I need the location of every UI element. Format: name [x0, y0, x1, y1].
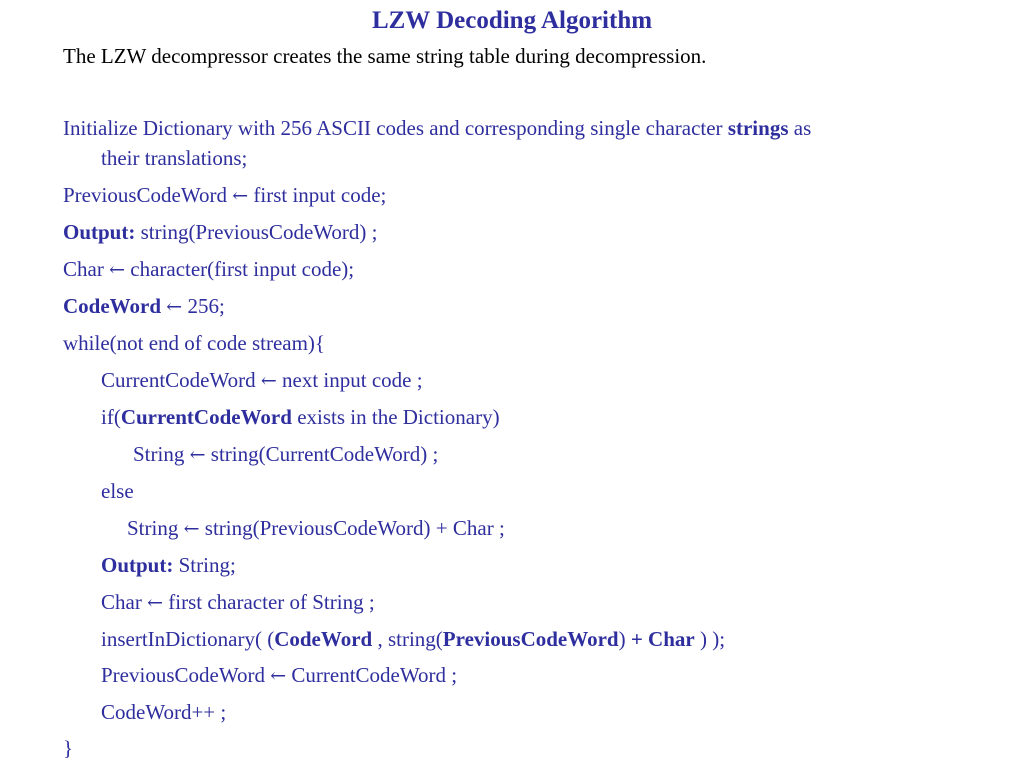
text-segment-bold: CodeWord [274, 627, 373, 651]
text-segment: String [127, 516, 184, 540]
text-segment: Char [101, 590, 148, 614]
text-segment: PreviousCodeWord [63, 183, 233, 207]
pseudocode-line-string-current [133, 441, 438, 468]
text-segment: if( [101, 405, 121, 429]
text-segment: first character of String ; [163, 590, 375, 614]
text-segment: while(not end of code stream){ [63, 331, 325, 355]
text-segment-bold: PreviousCodeWord [442, 627, 619, 651]
text-segment: character(first input code); [125, 257, 355, 281]
pseudocode-line-codeword [63, 293, 225, 320]
text-segment: String [133, 442, 190, 466]
text-segment-bold: Output: [101, 553, 174, 577]
text-segment: exists in the Dictionary) [291, 405, 500, 429]
left-arrow-icon: ← [232, 185, 249, 207]
text-segment: string(PreviousCodeWord) + Char ; [199, 516, 505, 540]
text-segment: CurrentCodeWord [101, 368, 261, 392]
left-arrow-icon: ← [270, 665, 287, 687]
text-segment: first input code; [248, 183, 387, 207]
text-segment: CodeWord++ ; [101, 700, 227, 724]
left-arrow-icon: ← [183, 518, 200, 540]
text-segment: Char [63, 257, 110, 281]
left-arrow-icon: ← [109, 259, 125, 281]
pseudocode-line-output-string [101, 552, 236, 578]
text-segment: their translations; [101, 146, 248, 170]
text-segment: } [63, 736, 74, 760]
pseudocode-line-output [63, 219, 377, 245]
pseudocode-line-string-previous [127, 515, 505, 542]
text-segment: String; [173, 553, 236, 577]
text-segment-bold: CurrentCodeWord [120, 405, 292, 429]
pseudocode-line-char [63, 256, 354, 283]
text-segment: PreviousCodeWord [101, 663, 271, 687]
text-segment: Initialize Dictionary with 256 ASCII codes and corresponding single character [63, 116, 728, 140]
left-arrow-icon: ← [166, 296, 183, 318]
slide-title: LZW Decoding Algorithm [371, 7, 653, 34]
text-segment: 256; [182, 294, 225, 318]
pseudocode-line-char-first [101, 589, 375, 616]
slide-subtitle: The LZW decompressor creates the same string table during decompression. [63, 44, 707, 68]
left-arrow-icon: ← [260, 370, 277, 392]
left-arrow-icon: ← [147, 592, 163, 614]
pseudocode-line-init [63, 115, 811, 141]
text-segment: string(PreviousCodeWord) ; [135, 220, 378, 244]
text-segment: as [788, 116, 812, 140]
text-segment: next input code ; [276, 368, 423, 392]
text-segment-bold: CodeWord [63, 294, 162, 318]
pseudocode-line-else [101, 478, 134, 504]
pseudocode-line-previous-update [101, 662, 457, 689]
pseudocode-line-while [63, 330, 325, 356]
text-segment: ) ); [694, 627, 726, 651]
text-segment-bold: strings [727, 116, 789, 140]
pseudocode-line-insert [101, 626, 725, 652]
pseudocode-line-close-brace [63, 735, 73, 761]
text-segment: , string( [372, 627, 443, 651]
pseudocode-line-init-continued [101, 145, 247, 171]
text-segment-bold: Output: [63, 220, 136, 244]
text-segment: insertInDictionary( ( [101, 627, 275, 651]
pseudocode-line-previous-codeword [63, 182, 386, 209]
pseudocode-line-codeword-increment [101, 699, 226, 725]
text-segment-bold: + Char [630, 627, 695, 651]
text-segment: else [101, 479, 134, 503]
pseudocode-line-current-codeword [101, 367, 423, 394]
left-arrow-icon: ← [189, 444, 206, 466]
pseudocode-line-if [101, 404, 500, 430]
text-segment: string(CurrentCodeWord) ; [205, 442, 439, 466]
text-segment: ) [618, 627, 631, 651]
text-segment: CurrentCodeWord ; [286, 663, 458, 687]
